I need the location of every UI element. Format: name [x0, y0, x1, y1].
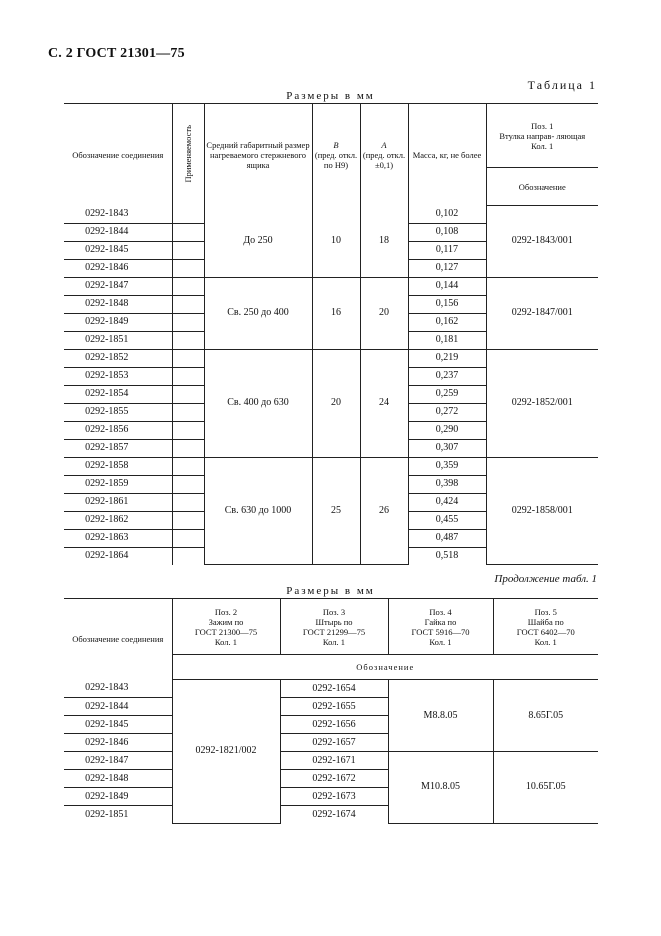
mass-cell: 0,398: [408, 475, 486, 493]
mass-cell: 0,156: [408, 295, 486, 313]
designation-cell: 0292-1844: [64, 223, 172, 241]
pin-cell: 0292-1656: [280, 716, 388, 734]
t2-header-designation: Обозначение соединения: [64, 599, 172, 680]
designation-cell: 0292-1847: [64, 277, 172, 295]
header-applicability: [172, 104, 204, 206]
mass-cell: 0,259: [408, 385, 486, 403]
washer-cell: 10.65Г.05: [493, 752, 598, 824]
mass-cell: 0,127: [408, 259, 486, 277]
header-applicability-text: Применяемость: [183, 124, 193, 183]
designation-cell: 0292-1854: [64, 385, 172, 403]
t2-poz2-qty: Кол. 1: [214, 636, 238, 647]
header-a: [360, 104, 408, 206]
designation-cell: 0292-1851: [64, 806, 172, 824]
applicability-cell: [172, 439, 204, 457]
mass-cell: 0,487: [408, 529, 486, 547]
designation-cell: 0292-1861: [64, 493, 172, 511]
nut-cell: M8.8.05: [388, 680, 493, 752]
applicability-cell: [172, 277, 204, 295]
mass-cell: 0,359: [408, 457, 486, 475]
t2-header-poz3: [280, 599, 388, 655]
units-label-2: Размеры в мм: [286, 585, 375, 597]
table-1-body: [64, 206, 598, 565]
header-oboz: Обозначение: [486, 168, 598, 206]
table-row: [64, 680, 598, 698]
mass-cell: 0,108: [408, 223, 486, 241]
table-row: [64, 349, 598, 367]
pin-cell: 0292-1671: [280, 752, 388, 770]
pin-cell: 0292-1673: [280, 788, 388, 806]
applicability-cell: [172, 295, 204, 313]
applicability-cell: [172, 259, 204, 277]
designation-cell: 0292-1843: [64, 206, 172, 224]
t2-header-oboz: Обозначение: [172, 655, 598, 680]
header-size: Средний габаритный размер нагреваемого стержневого ящика: [204, 104, 312, 206]
designation-cell: 0292-1849: [64, 313, 172, 331]
designation-cell: 0292-1851: [64, 331, 172, 349]
applicability-cell: [172, 457, 204, 475]
designation-cell: 0292-1845: [64, 716, 172, 734]
mass-cell: 0,455: [408, 511, 486, 529]
mass-cell: 0,144: [408, 277, 486, 295]
designation-cell: 0292-1848: [64, 295, 172, 313]
table-row: [64, 752, 598, 770]
header-poz1-name: Втулка направ- ляющая: [499, 130, 586, 141]
washer-cell: 8.65Г.05: [493, 680, 598, 752]
b-cell: 10: [312, 206, 360, 278]
mass-cell: 0,518: [408, 547, 486, 565]
designation-cell: 0292-1847: [64, 752, 172, 770]
designation-cell: 0292-1845: [64, 241, 172, 259]
a-cell: 18: [360, 206, 408, 278]
mass-cell: 0,117: [408, 241, 486, 259]
t2-poz5-title: Поз. 5: [534, 606, 557, 617]
a-cell: 26: [360, 457, 408, 565]
nut-cell: M10.8.05: [388, 752, 493, 824]
size-cell: Св. 250 до 400: [204, 277, 312, 349]
part-cell: 0292-1852/001: [486, 349, 598, 457]
table-row: [64, 457, 598, 475]
header-b: [312, 104, 360, 206]
part-cell: 0292-1847/001: [486, 277, 598, 349]
designation-cell: 0292-1848: [64, 770, 172, 788]
t2-poz4-title: Поз. 4: [429, 606, 452, 617]
b-cell: 20: [312, 349, 360, 457]
t2-poz2-std: ГОСТ 21300—75: [194, 626, 258, 637]
header-mass: Масса, кг, не более: [408, 104, 486, 206]
applicability-cell: [172, 511, 204, 529]
designation-cell: 0292-1844: [64, 698, 172, 716]
applicability-cell: [172, 241, 204, 259]
mass-cell: 0,272: [408, 403, 486, 421]
clamp-cell: 0292-1821/002: [172, 680, 280, 824]
part-cell: 0292-1858/001: [486, 457, 598, 565]
t2-poz3-title: Поз. 3: [322, 606, 346, 617]
applicability-cell: [172, 403, 204, 421]
designation-cell: 0292-1857: [64, 439, 172, 457]
designation-cell: 0292-1846: [64, 734, 172, 752]
applicability-cell: [172, 421, 204, 439]
applicability-cell: [172, 349, 204, 367]
designation-cell: 0292-1843: [64, 680, 172, 698]
t2-poz2-title: Поз. 2: [214, 606, 238, 617]
t2-poz2-name: Зажим по: [208, 616, 244, 627]
applicability-cell: [172, 547, 204, 565]
size-cell: Св. 630 до 1000: [204, 457, 312, 565]
mass-cell: 0,307: [408, 439, 486, 457]
units-label: Размеры в мм: [286, 90, 375, 102]
pin-cell: 0292-1655: [280, 698, 388, 716]
header-b-letter: B: [333, 139, 339, 150]
designation-cell: 0292-1859: [64, 475, 172, 493]
applicability-cell: [172, 475, 204, 493]
designation-cell: 0292-1863: [64, 529, 172, 547]
t2-header-poz5: [493, 599, 598, 655]
applicability-cell: [172, 331, 204, 349]
t2-poz3-std: ГОСТ 21299—75: [302, 626, 366, 637]
designation-cell: 0292-1849: [64, 788, 172, 806]
applicability-cell: [172, 313, 204, 331]
t2-poz4-std: ГОСТ 5916—70: [411, 626, 470, 637]
mass-cell: 0,219: [408, 349, 486, 367]
table-row: [64, 277, 598, 295]
table-row: [64, 206, 598, 224]
size-cell: Св. 400 до 630: [204, 349, 312, 457]
pin-cell: 0292-1674: [280, 806, 388, 824]
t2-poz4-qty: Кол. 1: [429, 636, 452, 647]
t2-poz5-name: Шайба по: [527, 616, 564, 627]
page-header: С. 2 ГОСТ 21301—75: [48, 46, 185, 61]
designation-cell: 0292-1853: [64, 367, 172, 385]
applicability-cell: [172, 493, 204, 511]
pin-cell: 0292-1672: [280, 770, 388, 788]
table-1: [64, 103, 598, 565]
header-designation: Обозначение соединения: [64, 104, 172, 206]
designation-cell: 0292-1858: [64, 457, 172, 475]
mass-cell: 0,102: [408, 206, 486, 224]
t2-poz3-qty: Кол. 1: [322, 636, 346, 647]
applicability-cell: [172, 367, 204, 385]
table-2: [64, 598, 598, 824]
header-poz1-qty: Кол. 1: [531, 140, 554, 151]
t2-header-poz4: [388, 599, 493, 655]
table-2-body: [64, 680, 598, 824]
table-label: Таблица 1: [527, 78, 597, 92]
part-cell: 0292-1843/001: [486, 206, 598, 278]
designation-cell: 0292-1856: [64, 421, 172, 439]
continuation-label: Продолжение табл. 1: [494, 573, 597, 585]
designation-cell: 0292-1862: [64, 511, 172, 529]
a-cell: 24: [360, 349, 408, 457]
mass-cell: 0,237: [408, 367, 486, 385]
t2-poz3-name: Штырь по: [315, 616, 353, 627]
mass-cell: 0,181: [408, 331, 486, 349]
pin-cell: 0292-1657: [280, 734, 388, 752]
designation-cell: 0292-1864: [64, 547, 172, 565]
b-cell: 16: [312, 277, 360, 349]
mass-cell: 0,162: [408, 313, 486, 331]
t2-poz4-name: Гайка по: [424, 616, 457, 627]
size-cell: До 250: [204, 206, 312, 278]
pin-cell: 0292-1654: [280, 680, 388, 698]
t2-poz5-qty: Кол. 1: [534, 636, 557, 647]
designation-cell: 0292-1852: [64, 349, 172, 367]
header-poz1: [486, 104, 598, 168]
designation-cell: 0292-1855: [64, 403, 172, 421]
header-poz1-title: Поз. 1: [531, 120, 554, 131]
t2-header-poz2: [172, 599, 280, 655]
t2-poz5-std: ГОСТ 6402—70: [516, 626, 575, 637]
a-cell: 20: [360, 277, 408, 349]
applicability-cell: [172, 206, 204, 224]
mass-cell: 0,424: [408, 493, 486, 511]
applicability-cell: [172, 223, 204, 241]
applicability-cell: [172, 529, 204, 547]
applicability-cell: [172, 385, 204, 403]
designation-cell: 0292-1846: [64, 259, 172, 277]
header-a-letter: A: [381, 139, 387, 150]
b-cell: 25: [312, 457, 360, 565]
header-a-tol: (пред. откл. ±0,1): [362, 149, 406, 170]
header-b-tol: (пред. откл. по H9): [314, 149, 358, 170]
mass-cell: 0,290: [408, 421, 486, 439]
